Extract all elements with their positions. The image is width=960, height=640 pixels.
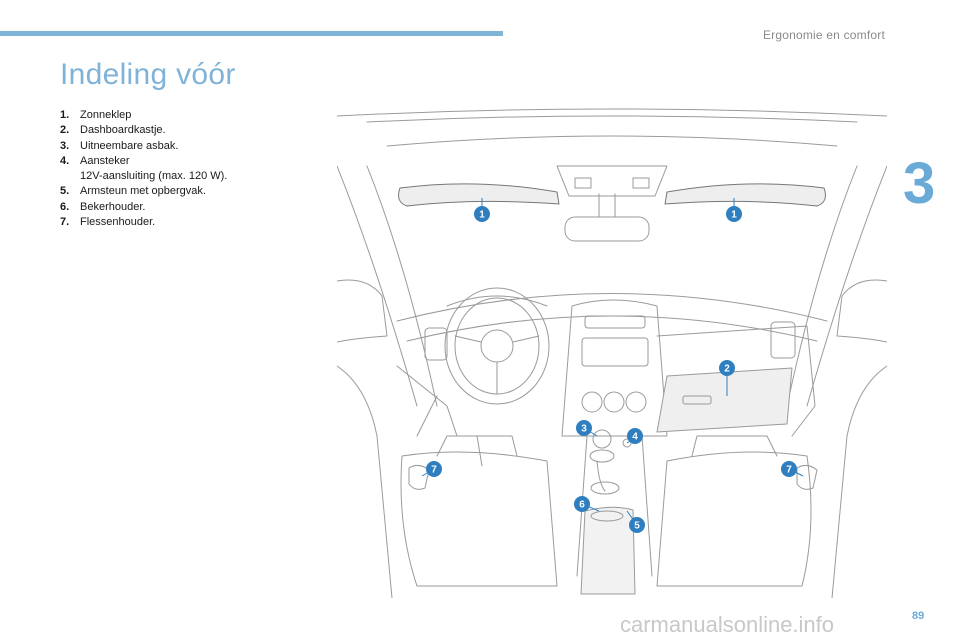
page-number: 89 <box>912 610 925 622</box>
legend-text: Dashboardkastje. <box>80 124 166 137</box>
legend-subtext: 12V-aansluiting (max. 120 W). <box>80 170 228 183</box>
legend-text: Uitneembare asbak. <box>80 139 179 152</box>
legend-item <box>60 154 227 185</box>
legend-text: Flessenhouder. <box>80 216 156 229</box>
legend-number: 6. <box>60 200 70 213</box>
section-title: Ergonomie en comfort <box>762 28 885 42</box>
legend-text: Aansteker <box>80 154 130 167</box>
callout-1-right-label: 1 <box>731 209 737 221</box>
callout-badges <box>426 206 797 533</box>
legend-number: 3. <box>60 139 70 152</box>
callout-7-right-label: 7 <box>786 464 792 476</box>
legend-text-block <box>80 154 227 185</box>
watermark-text: carmanualsonline.info <box>620 612 835 637</box>
header-accent-bar <box>0 31 503 36</box>
legend-text: Zonneklep <box>80 109 132 121</box>
page-title: Indeling vóór <box>60 58 236 91</box>
legend-text: Armsteun met opbergvak. <box>80 185 206 198</box>
callout-4-label: 4 <box>632 431 638 443</box>
callout-1-left-label: 1 <box>479 209 485 221</box>
legend-number: 2. <box>60 124 70 137</box>
legend-item <box>60 123 227 138</box>
legend-item <box>60 215 227 230</box>
legend-item <box>60 200 227 215</box>
chapter-number: 3 <box>903 151 936 216</box>
legend-number: 4. <box>60 154 70 167</box>
legend-item <box>60 108 227 123</box>
legend-text: Bekerhouder. <box>80 200 146 213</box>
callout-6-label: 6 <box>579 499 585 511</box>
legend-number: 1. <box>60 109 70 121</box>
car-interior-illustration <box>337 106 887 598</box>
callout-2-label: 2 <box>724 363 730 375</box>
legend-list <box>60 108 227 230</box>
callout-3-label: 3 <box>581 423 587 435</box>
callout-5-label: 5 <box>634 520 640 532</box>
legend-number: 5. <box>60 185 70 198</box>
legend-number: 7. <box>60 216 70 229</box>
legend-item <box>60 139 227 154</box>
legend-item <box>60 184 227 199</box>
callout-7-left-label: 7 <box>431 464 437 476</box>
